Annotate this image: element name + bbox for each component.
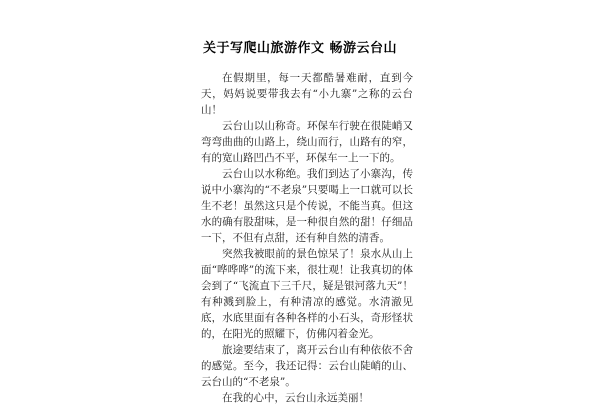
paragraph-farewell: 旅途要结束了，离开云台山有种依依不舍的感觉。至今，我还记得：云台山陡峭的山、云台山的“不老泉”。 xyxy=(201,344,413,388)
article-body xyxy=(201,70,413,406)
paragraph-intro: 在假期里，每一天都酷暑难耐，直到今天，妈妈说要带我去有“小九寨”之称的云台山！ xyxy=(201,72,413,116)
paragraph-mountain: 云台山以山称奇。环保车行驶在很陡峭又弯弯曲曲的山路上，绕山而行，山路有的窄，有的宽山路凹凸不平，环保车一上一下的。 xyxy=(201,120,413,164)
article-title: 关于写爬山旅游作文 畅游云台山 xyxy=(202,41,398,56)
paragraph-water: 云台山以水称绝。我们到达了小寨沟，传说中小寨沟的“不老泉”只要喝上一口就可以长生不老！虽然这只是个传说，不能当真。但这水的确有股甜味，是一种很自然的甜！仔细品一下，不但有点甜，还有种自然的清香。 xyxy=(201,168,413,244)
paragraph-conclusion: 在我的心中，云台山永远美丽！ xyxy=(222,392,369,404)
paragraph-waterfall: 突然我被眼前的景色惊呆了！泉水从山上面“哗哗哗”的流下来，很壮观！让我真切的体会到了“飞流直下三千尺，疑是银河落九天”！有种溅到脸上，有种清凉的感觉。水清澈见底，水底里面有各种各样的小石头，奇形怪状的，在阳光的照耀下，仿佛闪着金光。 xyxy=(201,248,413,340)
